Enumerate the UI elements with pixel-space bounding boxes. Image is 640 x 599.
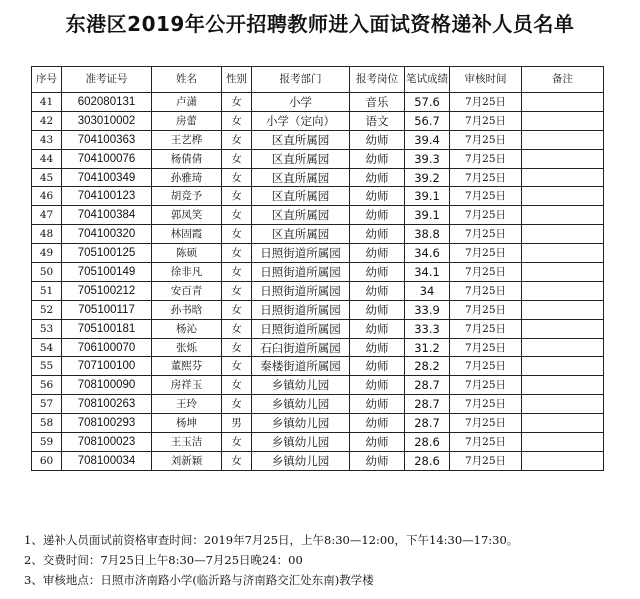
header-remark: 备注 (522, 67, 604, 93)
cell-ticket: 705100212 (62, 281, 152, 300)
cell-seq: 50 (32, 263, 62, 282)
table-row (32, 376, 604, 395)
table-row (32, 206, 604, 225)
cell-ticket: 704100076 (62, 149, 152, 168)
cell-ticket: 705100181 (62, 319, 152, 338)
cell-date: 7月25日 (450, 130, 522, 149)
cell-ticket: 708100034 (62, 451, 152, 470)
cell-ticket: 602080131 (62, 93, 152, 112)
cell-date: 7月25日 (450, 395, 522, 414)
table-body (32, 93, 604, 471)
cell-ticket: 705100125 (62, 244, 152, 263)
cell-remark (522, 168, 604, 187)
cell-post: 幼师 (350, 244, 405, 263)
cell-score: 31.2 (405, 338, 450, 357)
cell-remark (522, 376, 604, 395)
cell-ticket: 704100363 (62, 130, 152, 149)
cell-sex: 女 (222, 376, 252, 395)
cell-name: 杨沁 (152, 319, 222, 338)
cell-seq: 42 (32, 111, 62, 130)
cell-dept: 小学（定向） (252, 111, 350, 130)
cell-seq: 45 (32, 168, 62, 187)
cell-remark (522, 433, 604, 452)
cell-post: 幼师 (350, 263, 405, 282)
cell-ticket: 708100293 (62, 414, 152, 433)
cell-seq: 48 (32, 225, 62, 244)
cell-post: 幼师 (350, 300, 405, 319)
cell-dept: 日照街道所属园 (252, 263, 350, 282)
cell-dept: 秦楼街道所属园 (252, 357, 350, 376)
cell-remark (522, 357, 604, 376)
cell-ticket: 708100263 (62, 395, 152, 414)
cell-seq: 51 (32, 281, 62, 300)
cell-sex: 女 (222, 338, 252, 357)
cell-remark (522, 111, 604, 130)
cell-name: 徐非凡 (152, 263, 222, 282)
cell-date: 7月25日 (450, 244, 522, 263)
table-row (32, 93, 604, 112)
cell-date: 7月25日 (450, 149, 522, 168)
cell-dept: 日照街道所属园 (252, 244, 350, 263)
header-ticket: 准考证号 (62, 67, 152, 93)
cell-ticket: 708100023 (62, 433, 152, 452)
table-row (32, 111, 604, 130)
cell-dept: 区直所属园 (252, 149, 350, 168)
header-seq: 序号 (32, 67, 62, 93)
cell-ticket: 708100090 (62, 376, 152, 395)
page-title: 东港区2019年公开招聘教师进入面试资格递补人员名单 (65, 12, 575, 36)
cell-date: 7月25日 (450, 451, 522, 470)
cell-name: 孙雅琦 (152, 168, 222, 187)
cell-name: 房蕾 (152, 111, 222, 130)
cell-seq: 44 (32, 149, 62, 168)
cell-sex: 女 (222, 244, 252, 263)
table-row (32, 281, 604, 300)
cell-remark (522, 263, 604, 282)
cell-score: 28.7 (405, 395, 450, 414)
cell-sex: 女 (222, 206, 252, 225)
cell-sex: 女 (222, 149, 252, 168)
cell-remark (522, 93, 604, 112)
cell-seq: 59 (32, 433, 62, 452)
cell-ticket: 705100149 (62, 263, 152, 282)
cell-post: 幼师 (350, 130, 405, 149)
cell-dept: 区直所属园 (252, 130, 350, 149)
cell-seq: 58 (32, 414, 62, 433)
cell-seq: 53 (32, 319, 62, 338)
table-row (32, 149, 604, 168)
cell-post: 幼师 (350, 414, 405, 433)
cell-remark (522, 206, 604, 225)
cell-remark (522, 281, 604, 300)
cell-post: 幼师 (350, 281, 405, 300)
cell-post: 幼师 (350, 225, 405, 244)
cell-remark (522, 300, 604, 319)
cell-ticket: 303010002 (62, 111, 152, 130)
cell-dept: 日照街道所属园 (252, 319, 350, 338)
cell-seq: 43 (32, 130, 62, 149)
cell-dept: 乡镇幼儿园 (252, 395, 350, 414)
cell-score: 56.7 (405, 111, 450, 130)
cell-sex: 女 (222, 281, 252, 300)
cell-sex: 女 (222, 451, 252, 470)
cell-dept: 区直所属园 (252, 187, 350, 206)
table-row (32, 263, 604, 282)
cell-name: 卢潇 (152, 93, 222, 112)
cell-name: 郭凤笑 (152, 206, 222, 225)
table-row (32, 130, 604, 149)
cell-remark (522, 130, 604, 149)
cell-score: 33.9 (405, 300, 450, 319)
cell-remark (522, 338, 604, 357)
cell-sex: 女 (222, 319, 252, 338)
table-row (32, 395, 604, 414)
cell-remark (522, 414, 604, 433)
table-header-row (32, 67, 604, 93)
cell-post: 幼师 (350, 451, 405, 470)
cell-name: 王艺桦 (152, 130, 222, 149)
cell-score: 34 (405, 281, 450, 300)
cell-seq: 57 (32, 395, 62, 414)
cell-name: 董熙芬 (152, 357, 222, 376)
cell-score: 39.3 (405, 149, 450, 168)
cell-name: 房祥玉 (152, 376, 222, 395)
table-row (32, 451, 604, 470)
header-date: 审核时间 (450, 67, 522, 93)
cell-ticket: 705100117 (62, 300, 152, 319)
cell-date: 7月25日 (450, 206, 522, 225)
cell-sex: 女 (222, 395, 252, 414)
cell-name: 张烁 (152, 338, 222, 357)
table-row (32, 414, 604, 433)
cell-sex: 女 (222, 93, 252, 112)
cell-sex: 女 (222, 433, 252, 452)
cell-name: 胡竞予 (152, 187, 222, 206)
cell-date: 7月25日 (450, 338, 522, 357)
cell-date: 7月25日 (450, 281, 522, 300)
cell-sex: 女 (222, 357, 252, 376)
cell-score: 38.8 (405, 225, 450, 244)
cell-post: 幼师 (350, 357, 405, 376)
cell-remark (522, 187, 604, 206)
cell-score: 34.6 (405, 244, 450, 263)
cell-post: 语文 (350, 111, 405, 130)
cell-seq: 46 (32, 187, 62, 206)
cell-dept: 区直所属园 (252, 225, 350, 244)
cell-score: 28.7 (405, 376, 450, 395)
cell-date: 7月25日 (450, 376, 522, 395)
cell-remark (522, 225, 604, 244)
cell-date: 7月25日 (450, 357, 522, 376)
cell-dept: 乡镇幼儿园 (252, 433, 350, 452)
cell-score: 39.1 (405, 206, 450, 225)
cell-seq: 52 (32, 300, 62, 319)
cell-score: 39.1 (405, 187, 450, 206)
cell-date: 7月25日 (450, 263, 522, 282)
cell-name: 王玲 (152, 395, 222, 414)
cell-ticket: 704100349 (62, 168, 152, 187)
cell-remark (522, 244, 604, 263)
cell-post: 音乐 (350, 93, 405, 112)
cell-date: 7月25日 (450, 300, 522, 319)
cell-name: 陈硕 (152, 244, 222, 263)
note-3: 3、审核地点：日照市济南路小学(临沂路与济南路交汇处东南)教学楼 (24, 573, 374, 587)
header-score: 笔试成绩 (405, 67, 450, 93)
cell-dept: 乡镇幼儿园 (252, 376, 350, 395)
cell-post: 幼师 (350, 395, 405, 414)
cell-post: 幼师 (350, 187, 405, 206)
cell-post: 幼师 (350, 338, 405, 357)
cell-sex: 女 (222, 225, 252, 244)
cell-dept: 日照街道所属园 (252, 281, 350, 300)
cell-name: 刘新颖 (152, 451, 222, 470)
notes (24, 530, 624, 590)
table-row (32, 225, 604, 244)
cell-dept: 小学 (252, 93, 350, 112)
cell-seq: 55 (32, 357, 62, 376)
cell-dept: 日照街道所属园 (252, 300, 350, 319)
cell-score: 28.6 (405, 433, 450, 452)
cell-post: 幼师 (350, 168, 405, 187)
cell-sex: 女 (222, 263, 252, 282)
cell-score: 28.2 (405, 357, 450, 376)
cell-remark (522, 395, 604, 414)
header-dept: 报考部门 (252, 67, 350, 93)
cell-sex: 女 (222, 168, 252, 187)
cell-name: 杨坤 (152, 414, 222, 433)
cell-date: 7月25日 (450, 414, 522, 433)
table-row (32, 338, 604, 357)
cell-post: 幼师 (350, 433, 405, 452)
cell-remark (522, 451, 604, 470)
cell-ticket: 704100384 (62, 206, 152, 225)
cell-ticket: 707100100 (62, 357, 152, 376)
cell-post: 幼师 (350, 319, 405, 338)
cell-ticket: 704100123 (62, 187, 152, 206)
cell-score: 39.4 (405, 130, 450, 149)
cell-dept: 区直所属园 (252, 168, 350, 187)
cell-name: 林固霞 (152, 225, 222, 244)
cell-ticket: 704100320 (62, 225, 152, 244)
cell-score: 34.1 (405, 263, 450, 282)
cell-name: 杨倩倩 (152, 149, 222, 168)
cell-post: 幼师 (350, 376, 405, 395)
cell-ticket: 706100070 (62, 338, 152, 357)
cell-date: 7月25日 (450, 168, 522, 187)
cell-seq: 54 (32, 338, 62, 357)
cell-date: 7月25日 (450, 319, 522, 338)
cell-score: 28.6 (405, 451, 450, 470)
cell-remark (522, 319, 604, 338)
cell-score: 33.3 (405, 319, 450, 338)
cell-sex: 女 (222, 111, 252, 130)
cell-sex: 女 (222, 130, 252, 149)
cell-dept: 乡镇幼儿园 (252, 451, 350, 470)
candidate-table (31, 66, 604, 471)
cell-score: 39.2 (405, 168, 450, 187)
cell-score: 28.7 (405, 414, 450, 433)
header-sex: 性别 (222, 67, 252, 93)
cell-dept: 石臼街道所属园 (252, 338, 350, 357)
table-row (32, 319, 604, 338)
cell-seq: 49 (32, 244, 62, 263)
cell-name: 孙书晗 (152, 300, 222, 319)
cell-post: 幼师 (350, 206, 405, 225)
cell-date: 7月25日 (450, 225, 522, 244)
cell-post: 幼师 (350, 149, 405, 168)
table-row (32, 244, 604, 263)
cell-date: 7月25日 (450, 187, 522, 206)
cell-dept: 区直所属园 (252, 206, 350, 225)
header-name: 姓名 (152, 67, 222, 93)
table-row (32, 300, 604, 319)
cell-name: 安百青 (152, 281, 222, 300)
cell-sex: 女 (222, 300, 252, 319)
note-2: 2、交费时间：7月25日上午8:30—7月25日晚24：00 (24, 553, 303, 567)
cell-name: 王玉洁 (152, 433, 222, 452)
table-row (32, 357, 604, 376)
cell-seq: 60 (32, 451, 62, 470)
cell-sex: 女 (222, 187, 252, 206)
table-row (32, 168, 604, 187)
cell-seq: 56 (32, 376, 62, 395)
header-post: 报考岗位 (350, 67, 405, 93)
table-row (32, 187, 604, 206)
cell-dept: 乡镇幼儿园 (252, 414, 350, 433)
note-1: 1、递补人员面试前资格审查时间：2019年7月25日，上午8:30—12:00，下午14:30—17:30。 (24, 533, 519, 547)
cell-date: 7月25日 (450, 93, 522, 112)
cell-score: 57.6 (405, 93, 450, 112)
table-row (32, 433, 604, 452)
cell-sex: 男 (222, 414, 252, 433)
cell-date: 7月25日 (450, 433, 522, 452)
cell-seq: 47 (32, 206, 62, 225)
cell-date: 7月25日 (450, 111, 522, 130)
cell-remark (522, 149, 604, 168)
cell-seq: 41 (32, 93, 62, 112)
